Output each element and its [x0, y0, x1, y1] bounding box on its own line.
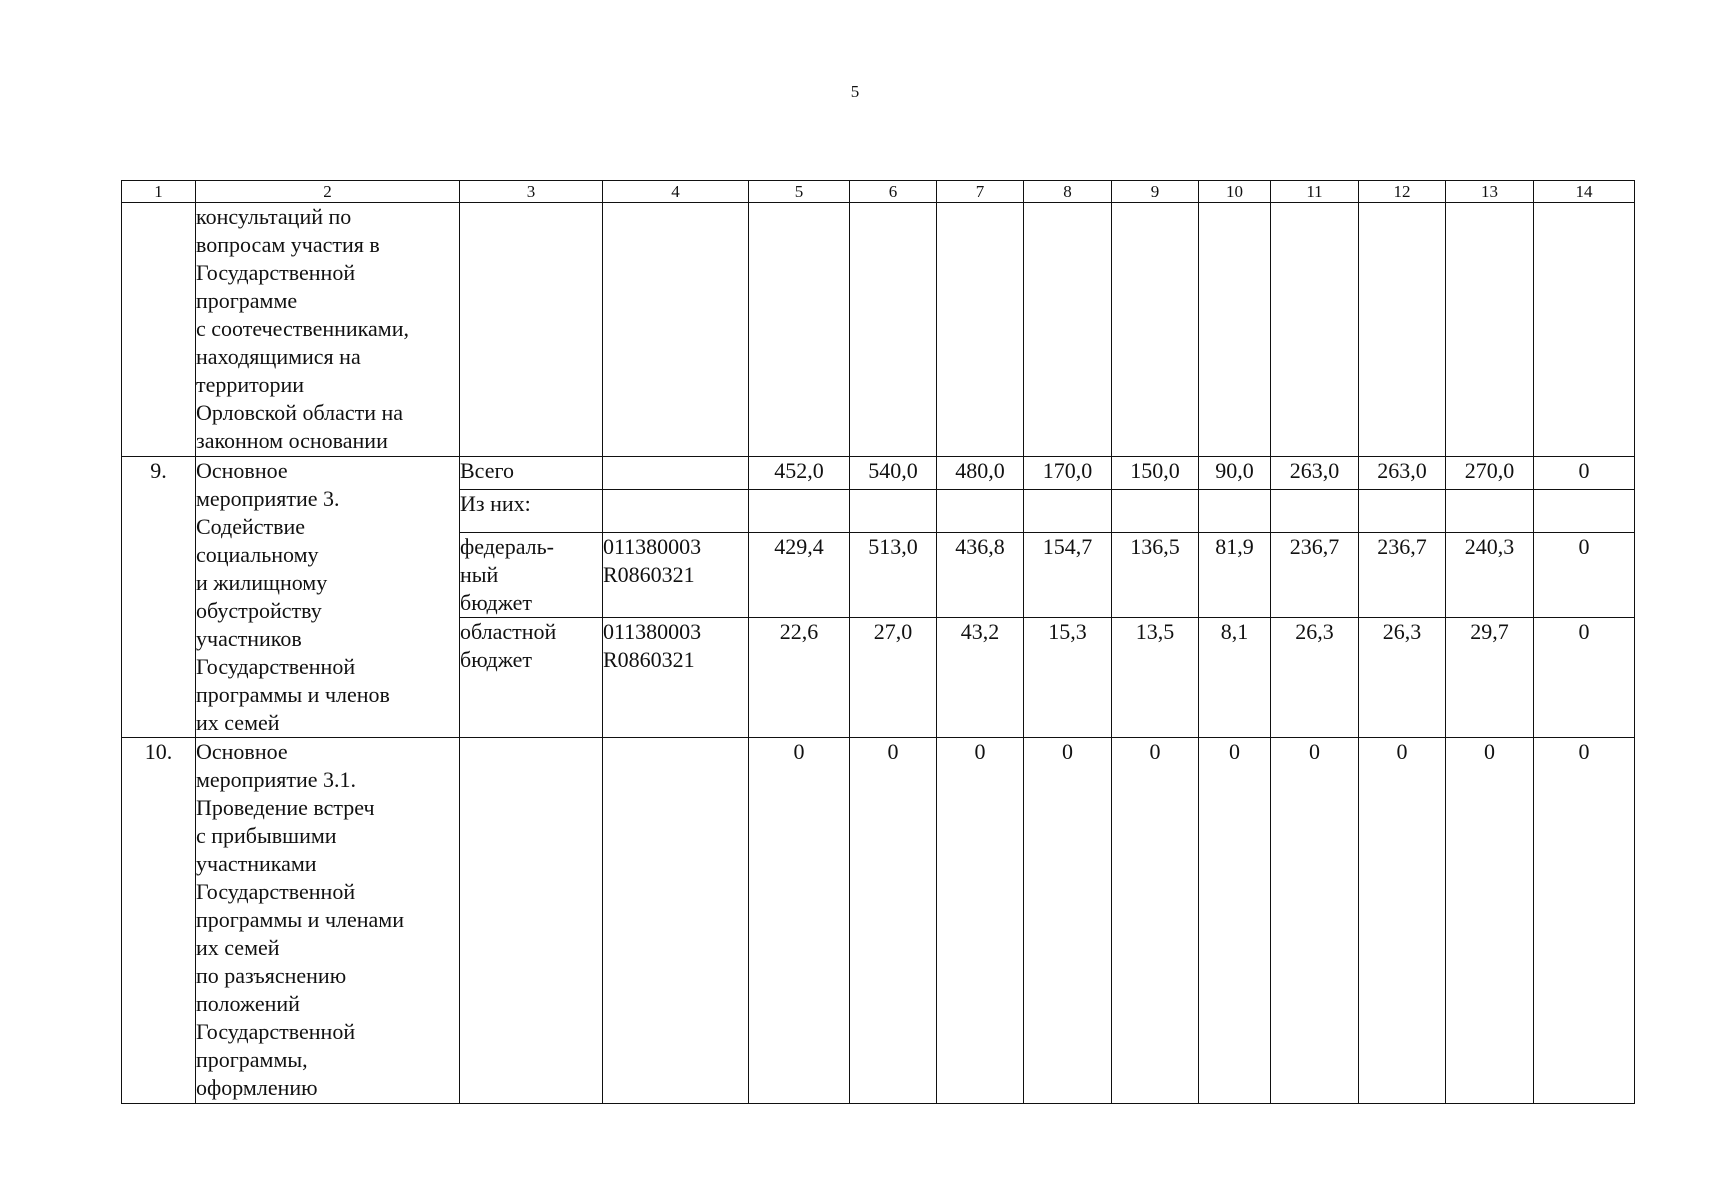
- value-cell: 136,5: [1112, 532, 1199, 618]
- table-row: [122, 738, 1635, 1104]
- budget-table: [121, 180, 1635, 1104]
- column-header: 13: [1446, 181, 1534, 203]
- value-cell: 0: [1271, 738, 1359, 1104]
- column-header: 6: [850, 181, 937, 203]
- value-cell: 0: [1199, 738, 1271, 1104]
- column-header: 2: [196, 181, 460, 203]
- value-cell: 150,0: [1112, 457, 1199, 490]
- value-cell: 0: [1112, 738, 1199, 1104]
- value-cell: 513,0: [850, 532, 937, 618]
- value-cell: 236,7: [1271, 532, 1359, 618]
- value-cell: 27,0: [850, 618, 937, 738]
- column-header: 12: [1359, 181, 1446, 203]
- value-cell: 240,3: [1446, 532, 1534, 618]
- value-cell: 170,0: [1024, 457, 1112, 490]
- value-cell: 452,0: [749, 457, 850, 490]
- value-cell: 0: [749, 738, 850, 1104]
- source-label: Всего: [460, 457, 603, 490]
- value-cell: 26,3: [1359, 618, 1446, 738]
- source-label: Из них:: [460, 490, 603, 532]
- value-cell: 429,4: [749, 532, 850, 618]
- row-description: Основное мероприятие 3.1. Проведение встреч с прибывшими участниками Государственной программы и членами их семей по разъяснению положений Государственной программы, оформлению: [196, 738, 460, 1104]
- value-cell: 0: [1024, 738, 1112, 1104]
- row-index: 9.: [122, 457, 196, 738]
- row-description: Основное мероприятие 3. Содействие социальному и жилищному обустройству участников Государственной программы и членов их семей: [196, 457, 460, 738]
- table-row: [122, 203, 1635, 457]
- value-cell: 480,0: [937, 457, 1024, 490]
- value-cell: 540,0: [850, 457, 937, 490]
- budget-code: 011380003 R0860321: [603, 532, 749, 618]
- value-cell: 0: [850, 738, 937, 1104]
- value-cell: 263,0: [1359, 457, 1446, 490]
- page-number: 5: [850, 82, 860, 101]
- value-cell: 0: [1446, 738, 1534, 1104]
- column-header: 8: [1024, 181, 1112, 203]
- value-cell: 0: [1534, 618, 1635, 738]
- column-header: 5: [749, 181, 850, 203]
- column-header: 11: [1271, 181, 1359, 203]
- value-cell: 43,2: [937, 618, 1024, 738]
- table-header-row: [122, 181, 1635, 203]
- value-cell: 29,7: [1446, 618, 1534, 738]
- value-cell: 0: [937, 738, 1024, 1104]
- table-row: [122, 457, 1635, 490]
- value-cell: 22,6: [749, 618, 850, 738]
- source-label: областной бюджет: [460, 618, 603, 738]
- column-header: 14: [1534, 181, 1635, 203]
- column-header: 4: [603, 181, 749, 203]
- budget-code: 011380003 R0860321: [603, 618, 749, 738]
- source-label: федераль- ный бюджет: [460, 532, 603, 618]
- value-cell: 26,3: [1271, 618, 1359, 738]
- budget-code: [603, 457, 749, 490]
- column-header: 9: [1112, 181, 1199, 203]
- value-cell: 0: [1534, 457, 1635, 490]
- value-cell: 236,7: [1359, 532, 1446, 618]
- column-header: 10: [1199, 181, 1271, 203]
- value-cell: 13,5: [1112, 618, 1199, 738]
- value-cell: 263,0: [1271, 457, 1359, 490]
- value-cell: 0: [1534, 532, 1635, 618]
- column-header: 3: [460, 181, 603, 203]
- value-cell: 8,1: [1199, 618, 1271, 738]
- value-cell: 90,0: [1199, 457, 1271, 490]
- row-description: консультаций по вопросам участия в Государственной программе с соотечественниками, находящимися на территории Орловской области на законном основании: [196, 203, 460, 457]
- value-cell: 436,8: [937, 532, 1024, 618]
- value-cell: 15,3: [1024, 618, 1112, 738]
- value-cell: 270,0: [1446, 457, 1534, 490]
- row-index: 10.: [122, 738, 196, 1104]
- column-header: 1: [122, 181, 196, 203]
- column-header: 7: [937, 181, 1024, 203]
- value-cell: 154,7: [1024, 532, 1112, 618]
- value-cell: 0: [1534, 738, 1635, 1104]
- value-cell: 0: [1359, 738, 1446, 1104]
- value-cell: 81,9: [1199, 532, 1271, 618]
